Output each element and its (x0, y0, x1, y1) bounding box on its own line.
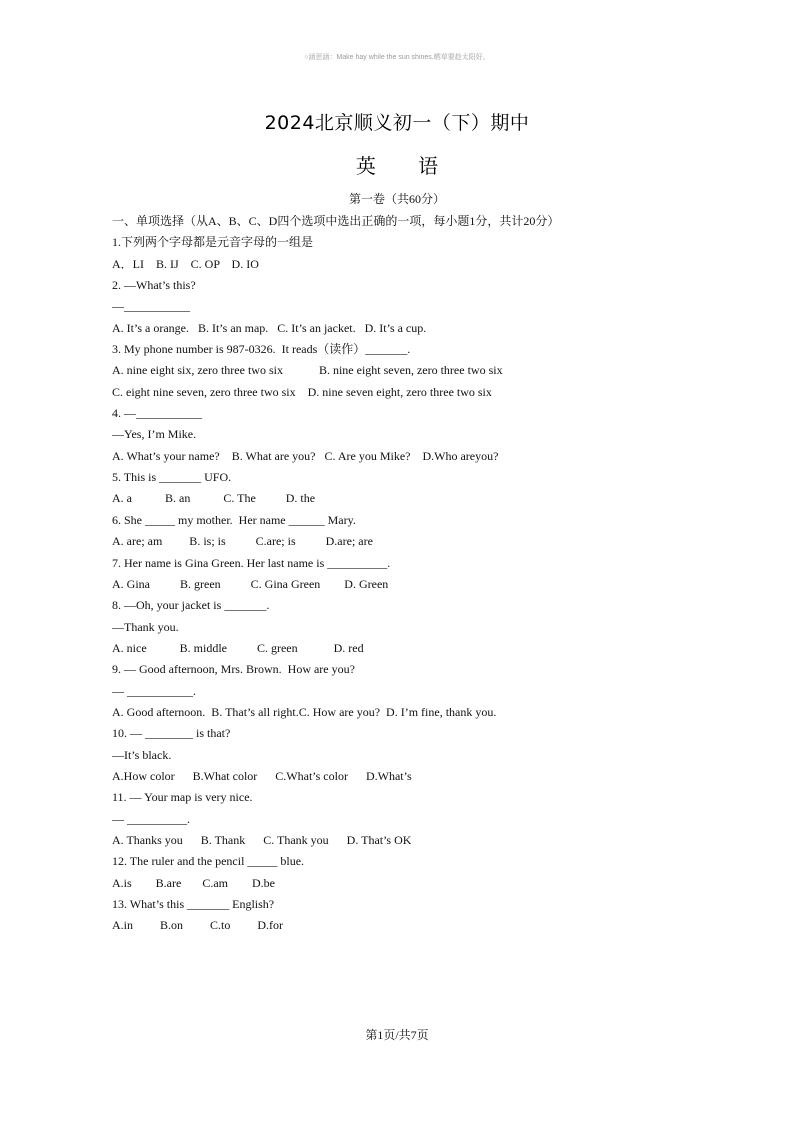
question-4-options: A. What’s your name? B. What are you? C. Are you Mike? D.Who areyou? (112, 448, 499, 463)
part-heading: 第一卷（共60分） (348, 192, 445, 206)
question-5-options: A. a B. an C. The D. the (112, 491, 316, 506)
question-8-stem: 8. —Oh, your jacket is _______. (112, 598, 270, 613)
exam-title: 2024北京顺义初一（下）期中 (264, 112, 530, 134)
question-10-reply: —It’s black. (112, 747, 172, 762)
question-7-stem: 7. Her name is Gina Green. Her last name is __________. (112, 555, 391, 570)
question-8-options: A. nice B. middle C. green D. red (112, 640, 364, 655)
question-13-options: A.in B.on C.to D.for (112, 918, 283, 933)
question-10-options: A.How color B.What color C.What’s color D.What’s (112, 768, 412, 783)
watermark: ○涵思涵：Make hay while the sun shines.晒草要趁太阳好。 (304, 54, 490, 61)
question-1-options: A．LI B. IJ C. OP D. IO (112, 256, 259, 271)
question-1-stem: 1.下列两个字母都是元音字母的一组是 (112, 235, 314, 250)
question-6-options: A. are; am B. is; is C.are; is D.are; are (112, 534, 373, 549)
page-number: 第1页/共7页 (365, 1028, 429, 1042)
question-6-stem: 6. She _____ my mother. Her name ______ Mary. (112, 512, 356, 527)
question-9-stem: 9. — Good afternoon, Mrs. Brown. How are you? (112, 662, 355, 677)
question-12-stem: 12. The ruler and the pencil _____ blue. (112, 854, 305, 869)
question-11-options: A. Thanks you B. Thank C. Thank you D. That’s OK (112, 832, 412, 847)
question-2-stem: 2. —What’s this? (112, 278, 196, 293)
question-9-options: A. Good afternoon. B. That’s all right.C. How are you? D. I’m fine, thank you. (112, 704, 497, 719)
question-9-blank: — ___________. (112, 683, 196, 698)
question-list (112, 211, 732, 937)
question-4-stem: 4. —___________ (112, 406, 202, 421)
question-2-options: A. It’s a orange. B. It’s an map. C. It’s an jacket. D. It’s a cup. (112, 320, 427, 335)
question-3-stem: 3. My phone number is 987-0326. It reads（读作）_______. (112, 342, 411, 357)
question-13-stem: 13. What’s this _______ English? (112, 897, 275, 911)
question-4-reply: —Yes, I’m Mike. (112, 427, 197, 442)
question-11-blank: — __________. (112, 811, 190, 826)
question-8-reply: —Thank you. (112, 619, 179, 634)
question-3-options-cd: C. eight nine seven, zero three two six D. nine seven eight, zero three two six (112, 384, 492, 399)
question-11-stem: 11. — Your map is very nice. (112, 790, 253, 805)
question-12-options: A.is B.are C.am D.be (112, 875, 275, 890)
question-10-stem: 10. — ________ is that? (112, 726, 231, 741)
question-5-stem: 5. This is _______ UFO. (112, 470, 232, 485)
question-3-options-ab: A. nine eight six, zero three two six B. nine eight seven, zero three two six (112, 363, 503, 378)
question-7-options: A. Gina B. green C. Gina Green D. Green (112, 576, 389, 591)
subject-title: 英 语 (355, 154, 439, 178)
section-heading: 一、单项选择（从A、B、C、D四个选项中选出正确的一项，每小题1分，共计20分） (112, 214, 560, 228)
question-2-blank: —___________ (112, 299, 190, 314)
